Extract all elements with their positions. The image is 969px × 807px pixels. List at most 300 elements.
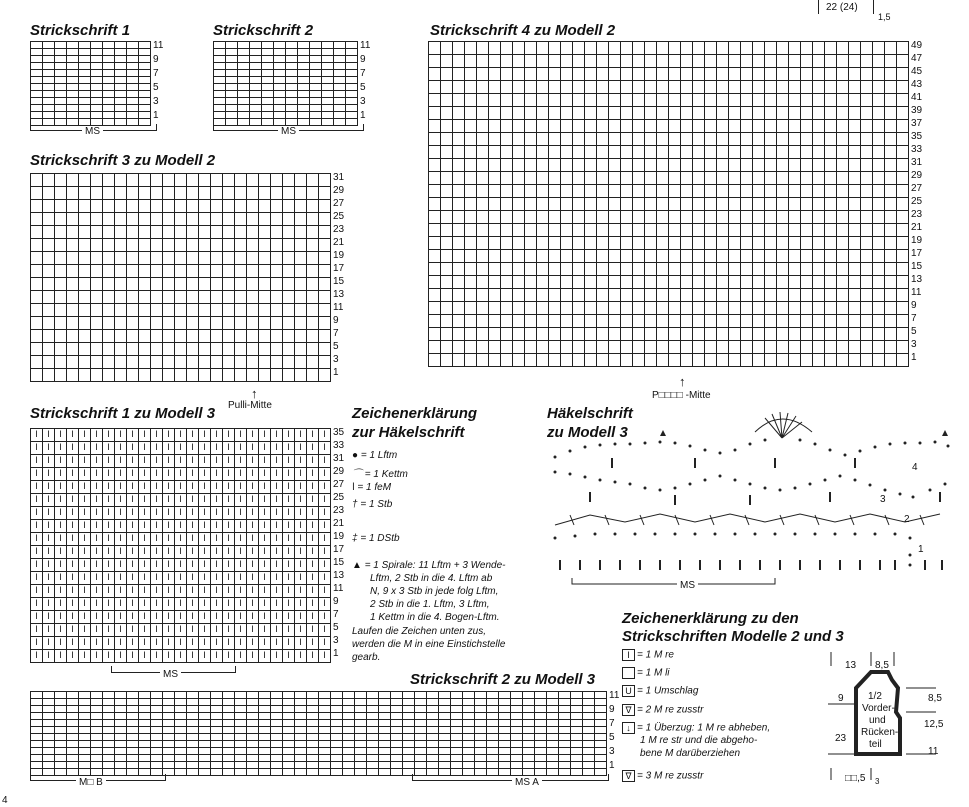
grid-cell — [499, 699, 511, 706]
grid-cell — [79, 692, 91, 699]
grid-cell — [559, 699, 571, 706]
grid-cell — [777, 133, 789, 146]
crochet-chart-diagram — [550, 410, 960, 595]
grid-cell — [487, 741, 499, 748]
grid-cell — [549, 211, 561, 224]
grid-cell — [31, 70, 43, 77]
grid-cell — [669, 55, 681, 68]
grid-cell — [79, 213, 91, 226]
grid-cell — [513, 289, 525, 302]
grid-cell — [849, 68, 861, 81]
grid-cell — [501, 328, 513, 341]
grid-cell — [163, 317, 175, 330]
grid-cell — [103, 762, 115, 769]
grid-cell — [151, 741, 163, 748]
grid-row — [429, 68, 909, 81]
grid-cell — [127, 304, 139, 317]
grid-cell — [609, 81, 621, 94]
grid-cell — [657, 276, 669, 289]
grid-cell — [31, 226, 43, 239]
grid-cell — [331, 748, 343, 755]
grid-cell — [561, 146, 573, 159]
grid-cell — [115, 692, 127, 699]
grid-cell — [789, 146, 801, 159]
grid-cell: I — [283, 520, 295, 533]
grid-cell — [55, 356, 67, 369]
grid-cell — [319, 748, 331, 755]
grid-cell — [499, 748, 511, 755]
grid-cell — [511, 706, 523, 713]
grid-cell — [825, 107, 837, 120]
grid-cell — [825, 224, 837, 237]
grid-cell: I — [247, 572, 259, 585]
grid-cell — [885, 42, 897, 55]
grid-cell — [151, 755, 163, 762]
grid-cell — [801, 107, 813, 120]
grid-cell: I — [211, 481, 223, 494]
grid-cell — [307, 706, 319, 713]
grid-row — [31, 494, 331, 507]
grid-cell — [43, 706, 55, 713]
grid-cell: I — [247, 546, 259, 559]
grid-cell: I — [271, 624, 283, 637]
grid-cell — [523, 706, 535, 713]
grid-cell — [573, 237, 585, 250]
grid-cell: I — [211, 429, 223, 442]
grid-cell — [211, 200, 223, 213]
grid-cell — [453, 250, 465, 263]
grid-cell — [307, 330, 319, 343]
grid-cell — [247, 330, 259, 343]
grid-cell — [657, 120, 669, 133]
grid-cell — [777, 68, 789, 81]
grid-cell — [525, 289, 537, 302]
grid-cell — [187, 304, 199, 317]
grid-cell — [187, 252, 199, 265]
crochet-legend-title-2: zur Häkelschrift — [352, 424, 465, 441]
grid-cell — [547, 720, 559, 727]
grid-cell — [151, 291, 163, 304]
grid-cell — [103, 187, 115, 200]
grid-cell: I — [295, 637, 307, 650]
grid-cell: I — [307, 442, 319, 455]
grid-cell — [307, 187, 319, 200]
grid-cell — [259, 734, 271, 741]
grid-cell — [367, 734, 379, 741]
grid-cell — [127, 77, 139, 84]
grid-cell — [837, 354, 849, 367]
grid-cell — [429, 341, 441, 354]
grid-cell — [310, 49, 322, 56]
grid-cell — [31, 706, 43, 713]
grid-cell — [559, 720, 571, 727]
grid-cell — [307, 692, 319, 699]
grid-cell — [346, 56, 358, 63]
grid-cell — [465, 237, 477, 250]
row-number: 13 — [333, 289, 345, 300]
grid-cell — [549, 224, 561, 237]
grid-cell — [813, 81, 825, 94]
grid-cell — [525, 107, 537, 120]
grid-row — [31, 468, 331, 481]
grid-cell — [319, 187, 331, 200]
grid-cell: I — [67, 442, 79, 455]
grid-cell — [175, 330, 187, 343]
grid-cell — [391, 706, 403, 713]
grid-cell: I — [175, 650, 187, 663]
grid-cell — [31, 741, 43, 748]
grid-row — [31, 611, 331, 624]
grid-cell: I — [91, 572, 103, 585]
grid-cell — [298, 70, 310, 77]
grid-cell — [79, 741, 91, 748]
grid-cell: I — [151, 650, 163, 663]
grid-cell: I — [295, 468, 307, 481]
grid-cell — [897, 341, 909, 354]
grid-row — [429, 42, 909, 55]
grid-cell: I — [55, 650, 67, 663]
grid-cell — [717, 42, 729, 55]
grid-cell — [31, 49, 43, 56]
grid-cell — [753, 237, 765, 250]
grid-cell — [465, 120, 477, 133]
grid-cell — [645, 55, 657, 68]
grid-cell — [247, 727, 259, 734]
grid-cell — [307, 213, 319, 226]
grid-cell — [187, 187, 199, 200]
grid-cell: I — [319, 624, 331, 637]
grid-cell — [525, 341, 537, 354]
grid-cell — [789, 289, 801, 302]
grid-cell — [307, 304, 319, 317]
grid-cell — [223, 200, 235, 213]
grid-cell — [250, 77, 262, 84]
grid-cell: I — [139, 429, 151, 442]
grid-cell — [609, 107, 621, 120]
grid-cell — [429, 68, 441, 81]
crochet-legend-spiral-2: Lftm, 2 Stb in die 4. Lftm ab — [370, 573, 493, 584]
grid-cell — [103, 174, 115, 187]
grid-cell: I — [31, 533, 43, 546]
grid-cell: I — [235, 585, 247, 598]
grid-cell — [559, 727, 571, 734]
grid-cell — [741, 107, 753, 120]
grid-cell — [669, 354, 681, 367]
grid-cell — [873, 68, 885, 81]
grid-cell: I — [283, 429, 295, 442]
grid-row — [31, 91, 151, 98]
grid-cell — [331, 692, 343, 699]
grid-row — [429, 94, 909, 107]
grid-cell — [477, 302, 489, 315]
grid-cell — [453, 224, 465, 237]
grid-cell — [115, 713, 127, 720]
grid-cell — [298, 98, 310, 105]
triangle-icon: ▲ — [352, 560, 362, 571]
grid-cell — [669, 302, 681, 315]
grid-cell — [307, 369, 319, 382]
grid-cell: I — [247, 611, 259, 624]
grid-cell: I — [115, 650, 127, 663]
grid-cell — [103, 304, 115, 317]
grid-cell: I — [199, 468, 211, 481]
grid-cell — [259, 741, 271, 748]
grid-cell — [897, 354, 909, 367]
grid-cell — [463, 748, 475, 755]
grid-cell — [861, 224, 873, 237]
grid-cell — [537, 42, 549, 55]
grid-cell — [127, 200, 139, 213]
grid-cell — [55, 91, 67, 98]
grid-cell: I — [43, 494, 55, 507]
grid-cell — [645, 198, 657, 211]
grid-cell — [765, 55, 777, 68]
grid-cell — [175, 727, 187, 734]
grid-cell — [583, 699, 595, 706]
grid-cell — [31, 77, 43, 84]
grid-cell: I — [151, 546, 163, 559]
grid-cell: I — [283, 468, 295, 481]
grid-cell — [573, 146, 585, 159]
grid-cell — [777, 237, 789, 250]
grid-cell — [441, 172, 453, 185]
grid-cell: I — [91, 637, 103, 650]
grid-cell — [295, 748, 307, 755]
grid-cell: I — [55, 624, 67, 637]
grid-cell — [573, 276, 585, 289]
grid-cell — [91, 112, 103, 119]
grid-cell — [187, 734, 199, 741]
grid-cell — [283, 174, 295, 187]
grid-cell — [525, 198, 537, 211]
grid-cell — [597, 185, 609, 198]
grid-cell — [477, 55, 489, 68]
grid-cell: I — [295, 650, 307, 663]
grid-cell — [247, 699, 259, 706]
grid-cell — [453, 107, 465, 120]
grid-cell — [343, 762, 355, 769]
grid-cell — [214, 70, 226, 77]
grid-cell — [535, 706, 547, 713]
grid-cell — [319, 200, 331, 213]
grid-cell — [367, 706, 379, 713]
grid-cell — [717, 120, 729, 133]
grid-cell — [151, 720, 163, 727]
grid-cell: I — [151, 429, 163, 442]
grid-cell: I — [223, 637, 235, 650]
grid-cell — [453, 120, 465, 133]
grid-cell — [127, 706, 139, 713]
grid-cell: I — [163, 559, 175, 572]
grid-cell: I — [247, 442, 259, 455]
grid-cell — [487, 692, 499, 699]
grid-cell — [334, 105, 346, 112]
grid-cell — [43, 91, 55, 98]
grid-cell — [441, 237, 453, 250]
grid-cell — [283, 304, 295, 317]
grid-cell — [729, 328, 741, 341]
grid-cell — [621, 302, 633, 315]
grid-cell — [849, 107, 861, 120]
grid-cell — [262, 42, 274, 49]
grid-cell — [583, 741, 595, 748]
grid-cell — [693, 94, 705, 107]
grid-cell — [31, 265, 43, 278]
grid-cell: I — [259, 442, 271, 455]
grid-cell — [573, 198, 585, 211]
row-number: 9 — [333, 315, 339, 326]
grid-cell — [187, 769, 199, 776]
grid-cell: I — [91, 611, 103, 624]
grid-cell — [427, 706, 439, 713]
grid-cell — [355, 713, 367, 720]
grid-row — [31, 598, 331, 611]
grid-cell — [573, 224, 585, 237]
grid-cell: I — [235, 598, 247, 611]
grid-cell — [223, 713, 235, 720]
grid-cell — [573, 250, 585, 263]
grid-cell: I — [223, 442, 235, 455]
grid-cell — [609, 341, 621, 354]
grid-cell — [489, 55, 501, 68]
crochet-legend-spiral-5: 1 Kettm in die 4. Bogen-Lftm. — [370, 612, 500, 623]
grid-cell — [151, 278, 163, 291]
grid-cell — [645, 341, 657, 354]
grid-cell — [525, 68, 537, 81]
grid-cell: I — [55, 455, 67, 468]
grid-cell — [669, 289, 681, 302]
grid-row — [429, 185, 909, 198]
grid-cell — [226, 42, 238, 49]
grid-cell — [163, 713, 175, 720]
grid-cell — [175, 291, 187, 304]
grid-cell — [849, 341, 861, 354]
grid-cell — [585, 120, 597, 133]
grid-cell — [67, 699, 79, 706]
grid-cell — [67, 713, 79, 720]
grid-cell — [849, 315, 861, 328]
grid-cell — [897, 68, 909, 81]
row-number: 7 — [333, 328, 339, 339]
grid-cell — [427, 692, 439, 699]
grid-cell — [79, 330, 91, 343]
corner-label-a: 22 (24) — [826, 2, 858, 13]
grid-cell — [499, 706, 511, 713]
grid-cell — [262, 77, 274, 84]
grid-cell: I — [91, 559, 103, 572]
grid-cell — [355, 692, 367, 699]
grid-cell — [322, 112, 334, 119]
grid-cell — [43, 304, 55, 317]
grid-cell — [355, 748, 367, 755]
grid-cell — [513, 250, 525, 263]
grid-cell — [525, 250, 537, 263]
grid-row — [214, 91, 358, 98]
grid-cell — [633, 185, 645, 198]
grid-cell — [477, 146, 489, 159]
grid-cell — [571, 692, 583, 699]
grid-cell — [79, 70, 91, 77]
grid-cell — [429, 211, 441, 224]
grid-cell — [885, 341, 897, 354]
grid-cell — [214, 42, 226, 49]
grid-cell — [235, 304, 247, 317]
grid-cell — [657, 250, 669, 263]
grid-cell — [115, 762, 127, 769]
grid-row — [429, 289, 909, 302]
grid-cell — [501, 107, 513, 120]
grid-cell — [523, 741, 535, 748]
grid-cell — [211, 713, 223, 720]
grid-cell — [465, 328, 477, 341]
grid-cell — [463, 762, 475, 769]
grid-cell — [489, 185, 501, 198]
grid-cell — [475, 699, 487, 706]
grid-cell: I — [235, 624, 247, 637]
grid-cell — [585, 250, 597, 263]
grid-cell — [55, 755, 67, 762]
grid-cell — [705, 198, 717, 211]
grid-cell — [139, 265, 151, 278]
grid-row — [31, 112, 151, 119]
grid-cell — [537, 81, 549, 94]
grid-cell: I — [31, 585, 43, 598]
grid-cell — [465, 315, 477, 328]
grid-cell — [415, 741, 427, 748]
grid-cell: I — [163, 520, 175, 533]
grid-cell — [91, 343, 103, 356]
grid-cell — [235, 713, 247, 720]
grid-cell — [657, 159, 669, 172]
grid-cell — [441, 354, 453, 367]
grid-cell — [31, 291, 43, 304]
grid-cell: I — [43, 468, 55, 481]
grid-cell: I — [307, 533, 319, 546]
grid-cell — [729, 94, 741, 107]
grid-cell — [175, 278, 187, 291]
grid-cell — [199, 706, 211, 713]
grid-cell — [453, 328, 465, 341]
grid-cell — [274, 98, 286, 105]
grid-cell: I — [271, 481, 283, 494]
grid-cell — [525, 42, 537, 55]
grid-cell — [717, 55, 729, 68]
grid-cell: I — [115, 468, 127, 481]
grid-cell — [199, 226, 211, 239]
chart4-center-label: P□□□□ -Mitte — [652, 390, 711, 401]
grid-cell — [777, 120, 789, 133]
grid-cell — [873, 211, 885, 224]
grid-cell — [501, 42, 513, 55]
grid-cell — [307, 226, 319, 239]
grid-cell — [151, 356, 163, 369]
grid-cell — [163, 699, 175, 706]
grid-cell — [453, 198, 465, 211]
grid-cell — [535, 755, 547, 762]
grid-cell — [334, 91, 346, 98]
grid-cell — [741, 250, 753, 263]
grid-cell — [451, 748, 463, 755]
grid-cell — [511, 699, 523, 706]
grid-cell — [537, 120, 549, 133]
grid-cell — [501, 250, 513, 263]
grid-cell — [163, 239, 175, 252]
grid-cell — [247, 226, 259, 239]
grid-cell — [789, 55, 801, 68]
grid-cell — [429, 328, 441, 341]
grid-cell — [247, 769, 259, 776]
grid-cell: I — [259, 598, 271, 611]
